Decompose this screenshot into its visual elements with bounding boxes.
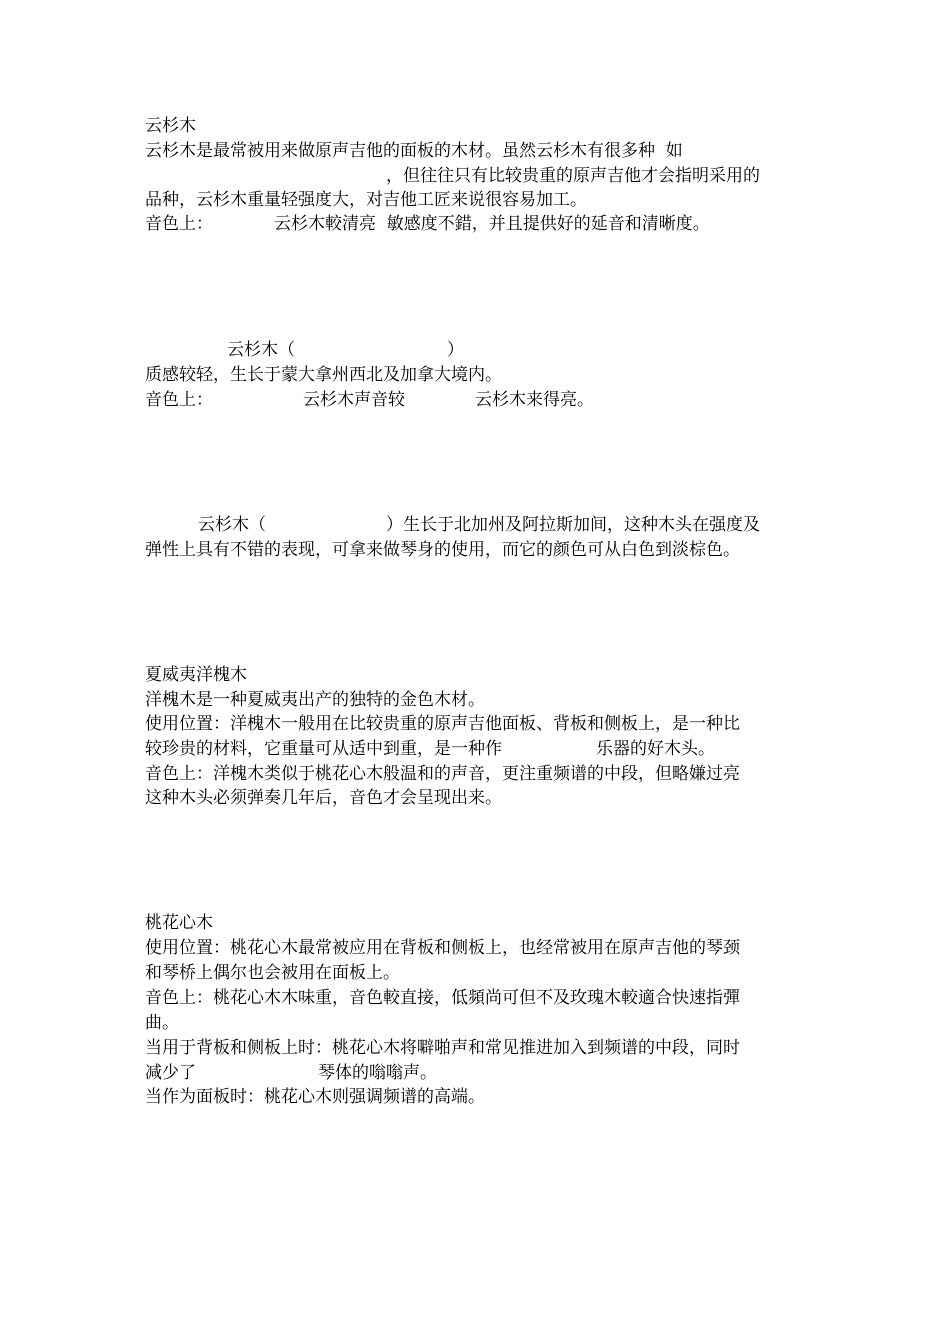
spruce-a-title-close: ） [447,340,464,360]
koa-line-5: 这种木头必须弹奏几年后，音色才会呈现出来。 [145,788,502,808]
section-title-mahogany: 桃花心木 [145,913,213,933]
koa-line-2: 使用位置：洋槐木一般用在比较贵重的原声吉他面板、背板和侧板上，是一种比 [145,714,740,734]
koa-line-3-part-1: 较珍贵的材料，它重量可从适中到重，是一种作 [145,739,502,759]
koa-line-1: 洋槐木是一种夏威夷出产的独特的金色木材。 [145,690,485,710]
mahogany-line-6-part-2: 琴体的嗡嗡声。 [318,1063,437,1083]
spruce-a-tone-label: 音色上： [145,390,213,410]
spruce-paragraph-line-3: 品种，云杉木重量轻强度大，对吉他工匠来说很容易加工。 [145,190,587,210]
mahogany-line-5: 当用于背板和侧板上时：桃花心木将噼啪声和常见推进加入到频谱的中段，同时 [145,1038,740,1058]
section-title-koa: 夏威夷洋槐木 [145,665,247,685]
spruce-tone-label: 音色上： [145,214,213,234]
mahogany-line-1: 使用位置：桃花心木最常被应用在背板和侧板上，也经常被用在原声吉他的琴颈 [145,938,740,958]
koa-line-3-part-2: 乐器的好木头。 [596,739,715,759]
section-title-spruce: 云杉木 [145,116,196,136]
mahogany-line-4: 曲。 [145,1013,179,1033]
spruce-a-description: 质感较轻，生长于蒙大拿州西北及加拿大境内。 [145,365,502,385]
spruce-b-line-1-part-2: ）生长于北加州及阿拉斯加间，这种木头在强度及 [386,515,760,535]
koa-line-4: 音色上：洋槐木类似于桃花心木般温和的声音，更注重频谱的中段，但略嫌过亮 [145,764,740,784]
mahogany-line-2: 和琴桥上偶尔也会被用在面板上。 [145,963,400,983]
mahogany-line-7: 当作为面板时：桃花心木则强调频谱的高端。 [145,1087,485,1107]
spruce-b-line-1-part-1: 云杉木（ [198,515,266,535]
spruce-paragraph-line-2: ，但往往只有比较贵重的原声吉他才会指明采用的 [386,166,760,186]
spruce-paragraph-line-1: 云杉木是最常被用来做原声吉他的面板的木材。虽然云杉木有很多种 如 [145,141,683,161]
section-title-spruce-a: 云杉木（ [227,340,295,360]
mahogany-line-6-part-1: 减少了 [145,1063,196,1083]
spruce-b-line-2: 弹性上具有不错的表现，可拿来做琴身的使用，而它的颜色可从白色到淡棕色。 [145,540,740,560]
spruce-tone-text: 云杉木較清亮 敏感度不錯，并且提供好的延音和清晰度。 [274,214,710,234]
spruce-a-tone-part-1: 云杉木声音较 [303,390,405,410]
spruce-a-tone-part-2: 云杉木来得亮。 [475,390,594,410]
mahogany-line-3: 音色上：桃花心木木味重，音色較直接，低頻尚可但不及玫瑰木較適合快速指彈 [145,988,740,1008]
